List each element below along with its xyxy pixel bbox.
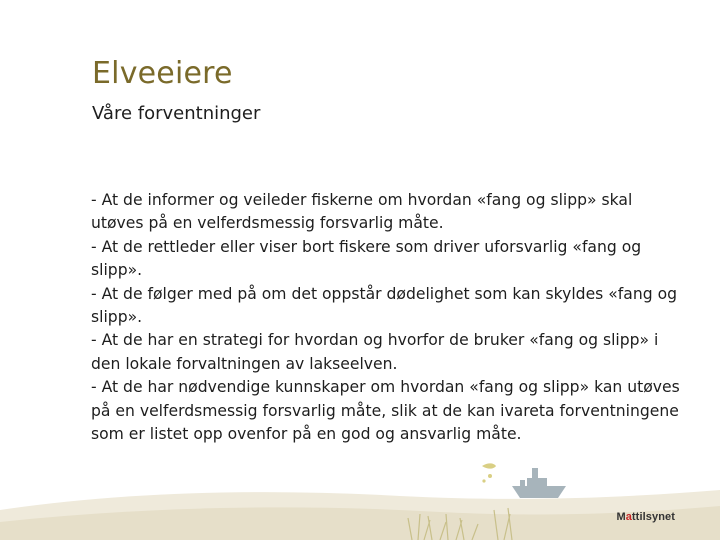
ship-icon xyxy=(512,468,566,498)
mattilsynet-logo xyxy=(616,511,675,523)
slide-subtitle: Våre forventninger xyxy=(92,103,261,124)
slide-title: Elveeiere xyxy=(92,56,233,91)
fish-icon xyxy=(482,463,496,482)
logo-text: ttilsynet xyxy=(631,511,675,523)
footer-decoration xyxy=(0,440,720,540)
bullet-paragraph: - At de har nødvendige kunnskaper om hvordan «fang og slipp» kan utøves på en velferdsmessig forsvarlig måte, slik at de kan ivareta forventningene som er listet opp ovenfor på en god og ansvarlig måte. xyxy=(91,378,680,444)
bullet-paragraph: - At de rettleder eller viser bort fiskere som driver uforsvarlig «fang og slipp». xyxy=(91,237,642,280)
bullet-paragraph: - At de har en strategi for hvordan og hvorfor de bruker «fang og slipp» i den lokale forvaltningen av lakseelven. xyxy=(91,331,659,373)
bullet-paragraph: - At de informer og veileder fiskerne om hvordan «fang og slipp» skal utøves på en velferdsmessig forsvarlig måte. xyxy=(91,191,633,233)
logo-text: M xyxy=(616,511,626,523)
bullet-paragraph: - At de følger med på om det oppstår dødelighet som kan skyldes «fang og slipp». xyxy=(91,284,678,327)
slide-body xyxy=(91,189,681,446)
logo-accent: a xyxy=(625,511,632,523)
